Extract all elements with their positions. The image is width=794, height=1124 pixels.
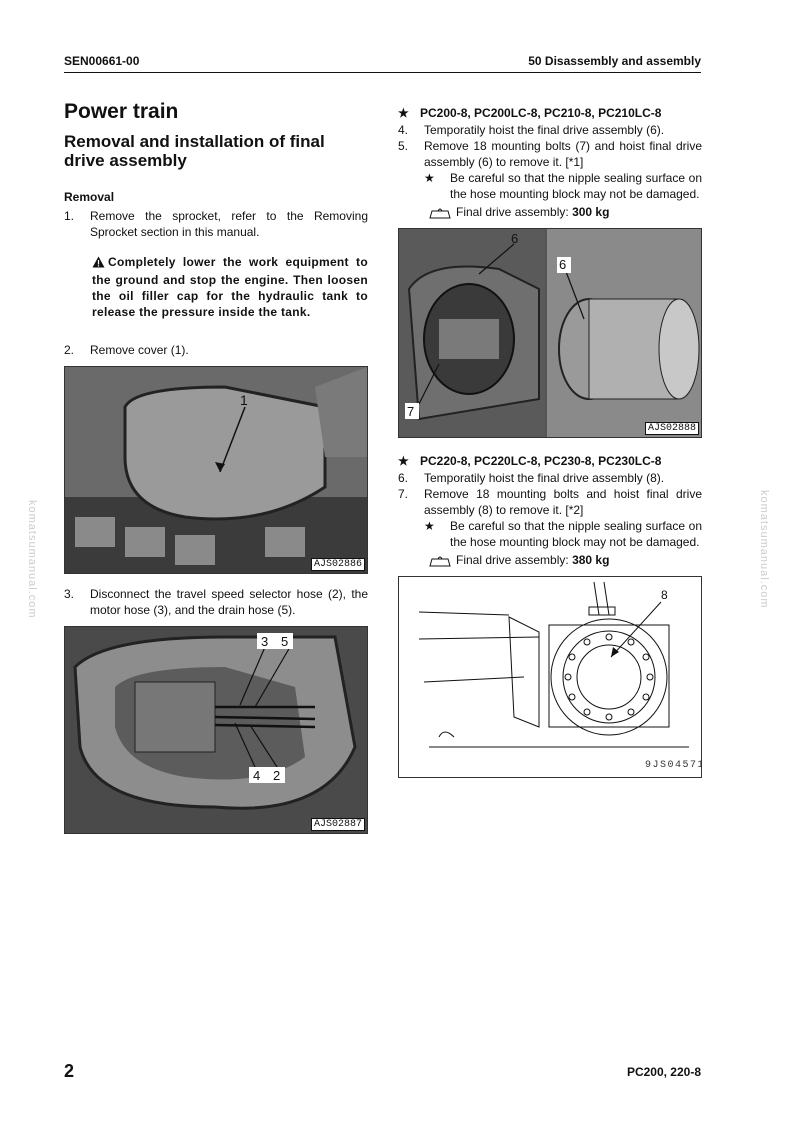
step-7: 7. Remove 18 mounting bolts and hoist final drive assembly (8) to remove it. [*2] — [398, 487, 702, 517]
section-title: 50 Disassembly and assembly — [528, 54, 701, 68]
warning-box — [92, 254, 368, 320]
step-3: 3. Disconnect the travel speed selector hose (2), the motor hose (3), and the drain hose (5). — [64, 587, 368, 617]
step-2: 2. Remove cover (1). — [64, 343, 189, 357]
diagram-final-drive-b — [398, 576, 702, 778]
watermark-right: komatsumanual.com — [758, 490, 770, 609]
photo-final-drive-a — [398, 228, 702, 438]
photo-hoses — [64, 626, 368, 834]
weight-icon — [428, 207, 452, 219]
note-b: ★ Be careful so that the nipple sealing surface on the hose mounting block may not be damaged. — [424, 519, 702, 549]
photo-hoses-image — [65, 627, 367, 833]
step-5: 5. Remove 18 mounting bolts (7) and hoist final drive assembly (6) to remove it. [*1] — [398, 139, 702, 169]
warning-icon — [92, 256, 105, 272]
right-column — [398, 106, 702, 778]
model-group-a: ★ PC200-8, PC200LC-8, PC210-8, PC210LC-8 — [398, 106, 662, 120]
step-4: 4. Temporatily hoist the final drive assembly (6). — [398, 123, 665, 137]
callout-2: 2 — [273, 768, 281, 783]
callout-8: 8 — [661, 588, 668, 602]
photo-tag: AJS02888 — [645, 422, 699, 435]
page-subtitle: Removal and installation of final drive assembly — [64, 132, 325, 170]
page-header — [64, 54, 701, 73]
removal-heading: Removal — [64, 190, 115, 204]
step-6: 6. Temporatily hoist the final drive assembly (8). — [398, 471, 665, 485]
photo-cover-image — [65, 367, 367, 573]
callout-6b: 6 — [559, 257, 567, 272]
step-1: 1. Remove the sprocket, refer to the Removing Sprocket section in this manual. — [64, 209, 368, 239]
callout-6a: 6 — [511, 231, 519, 246]
weight-icon — [428, 555, 452, 567]
left-column — [64, 100, 368, 846]
photo-tag: AJS02887 — [311, 818, 365, 831]
photo-cover — [64, 366, 368, 574]
photo-final-drive-a-image — [399, 229, 701, 437]
weight-a: Final drive assembly: 300 kg — [398, 204, 702, 220]
warning-text: Completely lower the work equipment to the ground and stop the engine. Then loosen the oil filler cap for the hydraulic tank to release the pressure inside the tank. — [92, 255, 368, 319]
photo-tag: AJS02886 — [311, 558, 365, 571]
page-number: 2 — [64, 1061, 75, 1081]
watermark-left: komatsumanual.com — [26, 500, 38, 619]
model-group-b: ★ PC220-8, PC220LC-8, PC230-8, PC230LC-8 — [398, 454, 662, 468]
diagram-final-drive-b-image — [399, 577, 701, 777]
callout-7: 7 — [407, 404, 415, 419]
callout-5: 5 — [281, 634, 289, 649]
note-a: ★ Be careful so that the nipple sealing surface on the hose mounting block may not be damaged. — [424, 171, 702, 201]
callout-3: 3 — [261, 634, 269, 649]
callout-4: 4 — [253, 768, 261, 783]
weight-b: Final drive assembly: 380 kg — [398, 552, 702, 568]
figure-id: 9JS04571 — [645, 760, 701, 771]
callout-1: 1 — [240, 392, 248, 408]
footer-model: PC200, 220-8 — [626, 1065, 701, 1079]
doc-id: SEN00661-00 — [64, 54, 140, 68]
page-title: Power train — [64, 100, 179, 123]
